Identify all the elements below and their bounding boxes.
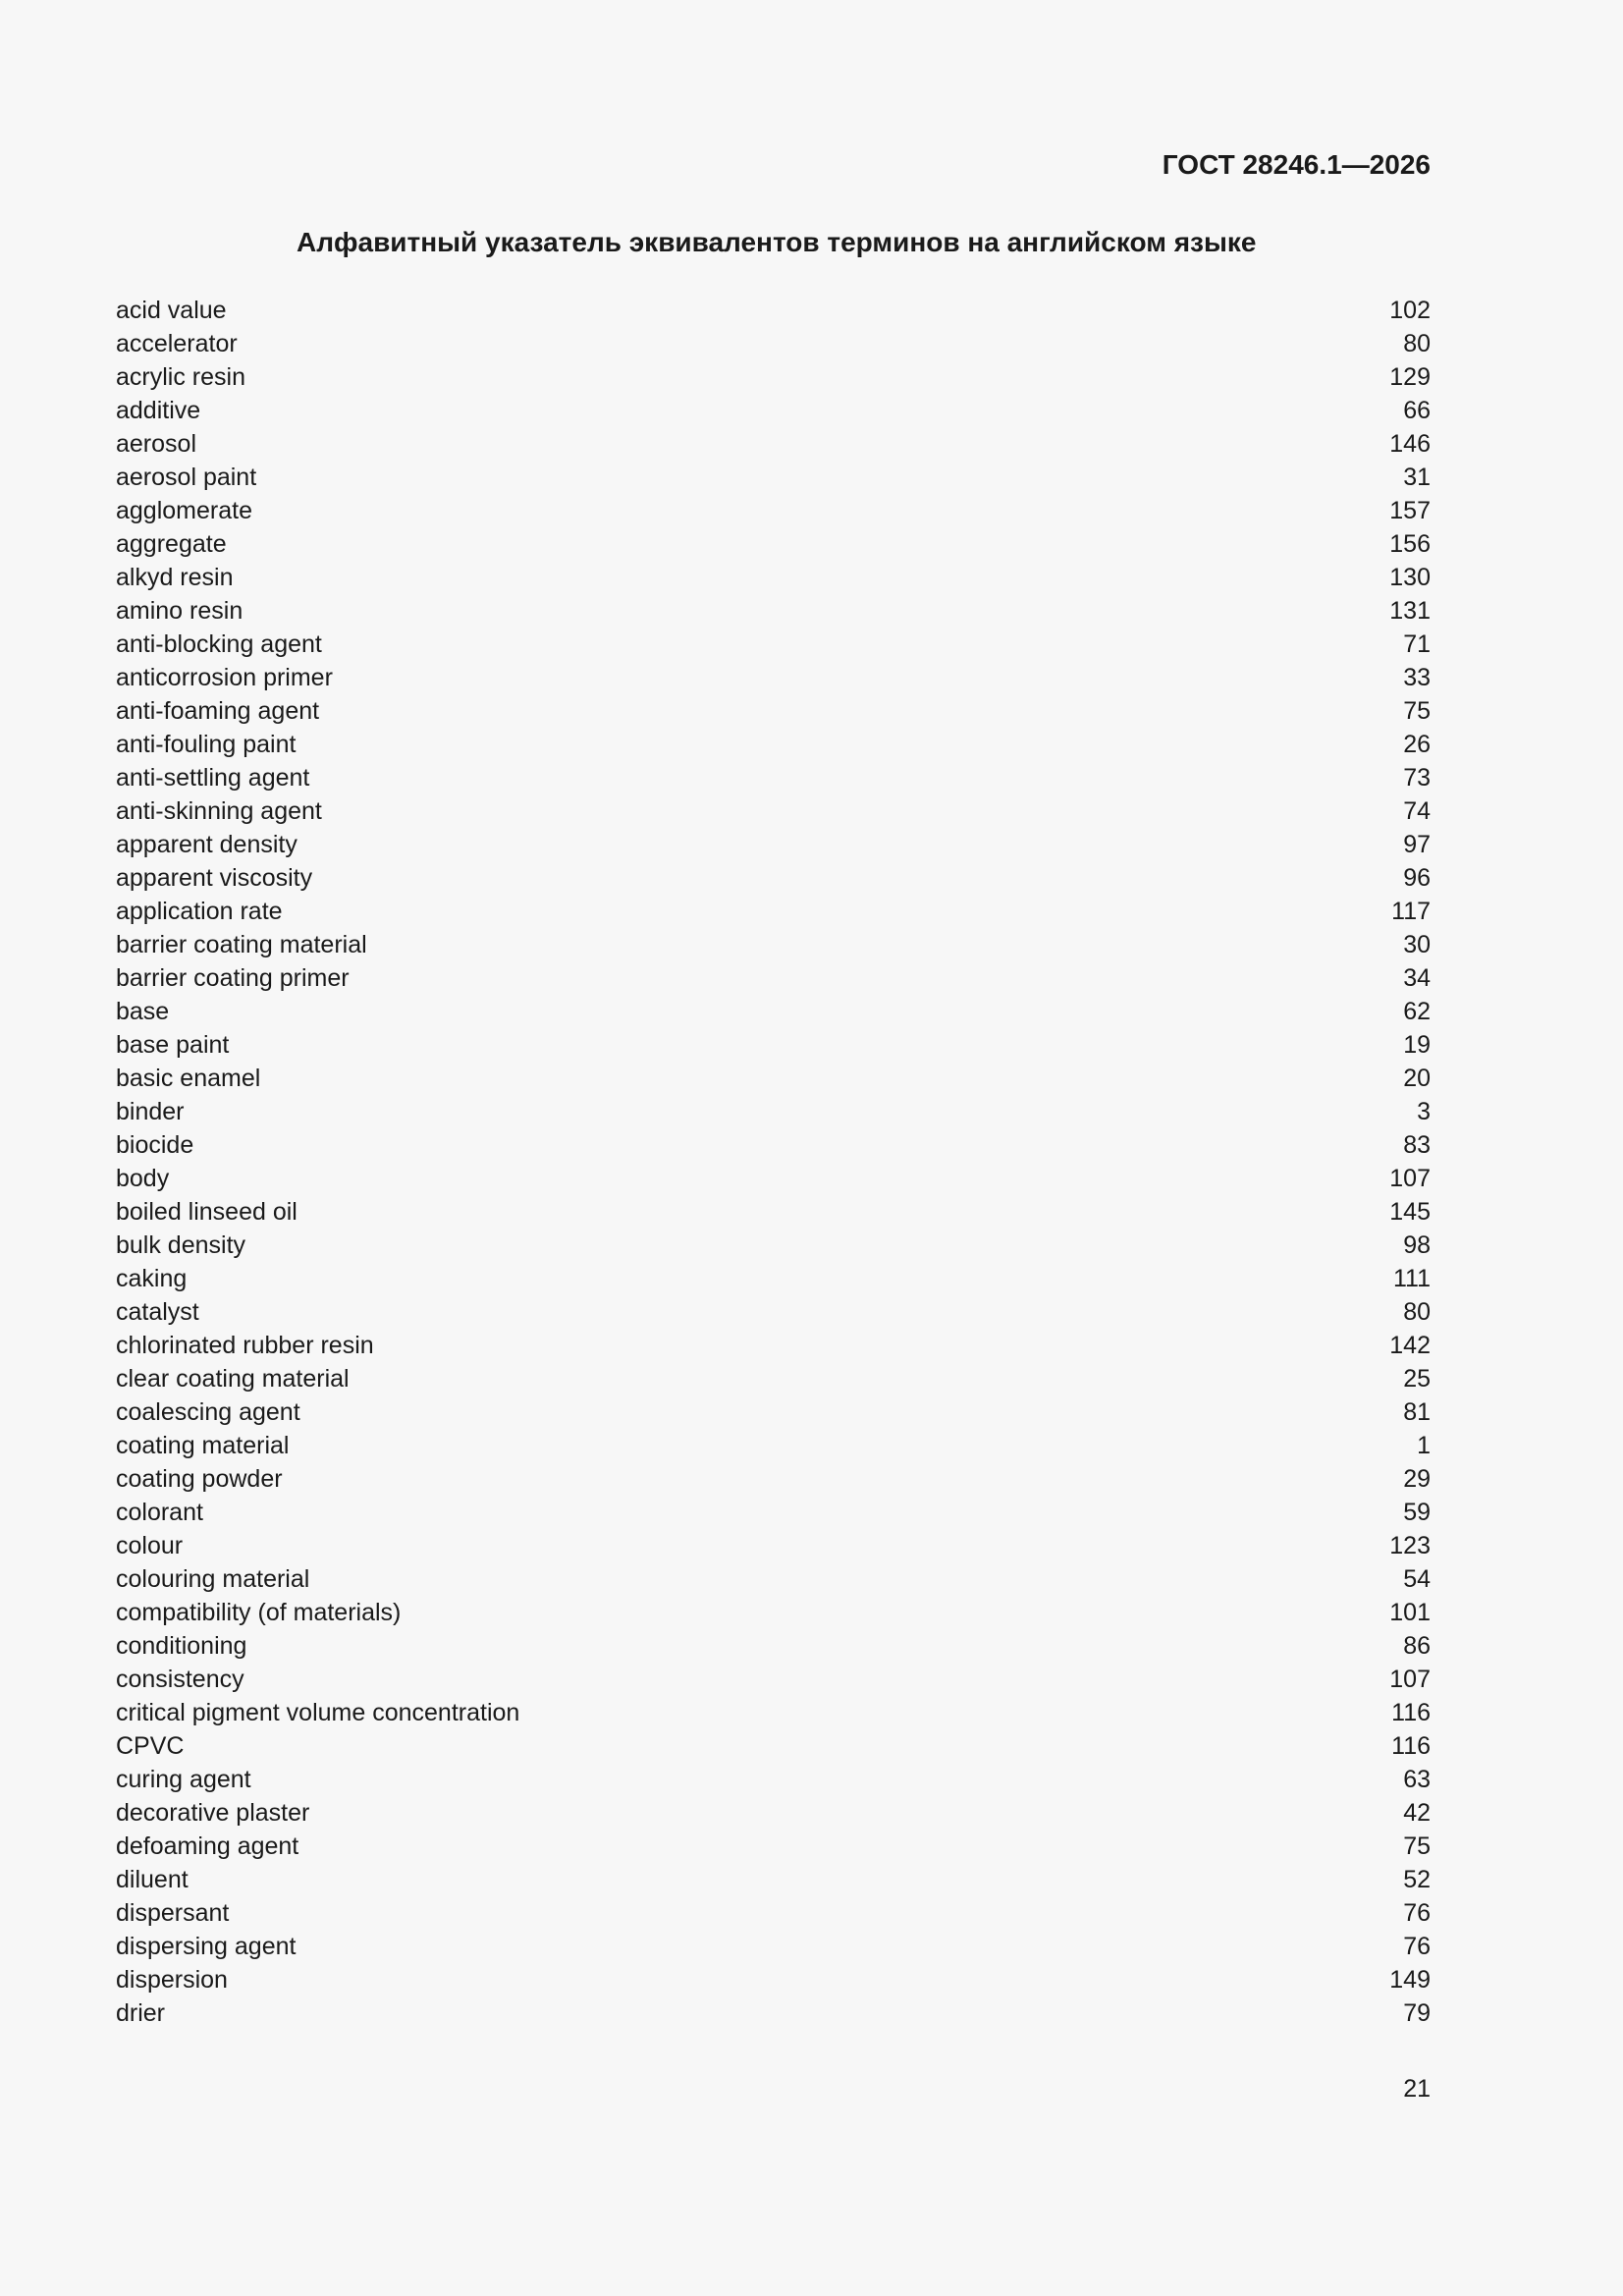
index-entry: [116, 1195, 1431, 1229]
index-term-number: 20: [1403, 1065, 1431, 1092]
index-term-number: 76: [1403, 1933, 1431, 1960]
index-entry: [116, 728, 1431, 761]
index-term: CPVC: [116, 1732, 185, 1760]
index-term-number: 79: [1403, 1999, 1431, 2027]
index-term: accelerator: [116, 330, 238, 357]
index-term-number: 19: [1403, 1031, 1431, 1059]
index-entry: [116, 1996, 1431, 2030]
index-entry: [116, 1763, 1431, 1796]
index-entry: [116, 995, 1431, 1028]
index-term-number: 129: [1389, 363, 1431, 391]
index-term-number: 86: [1403, 1632, 1431, 1660]
index-term-number: 131: [1389, 597, 1431, 625]
index-entry: [116, 1062, 1431, 1095]
index-entry: [116, 594, 1431, 628]
index-term: aerosol paint: [116, 464, 257, 491]
index-term: boiled linseed oil: [116, 1198, 298, 1226]
index-term-number: 26: [1403, 731, 1431, 758]
index-term-number: 75: [1403, 1832, 1431, 1860]
index-term-number: 62: [1403, 998, 1431, 1025]
index-term-number: 107: [1389, 1165, 1431, 1192]
index-term: basic enamel: [116, 1065, 261, 1092]
index-term: colorant: [116, 1499, 203, 1526]
index-entry: [116, 561, 1431, 594]
index-term-number: 83: [1403, 1131, 1431, 1159]
index-term-number: 54: [1403, 1565, 1431, 1593]
index-term-number: 149: [1389, 1966, 1431, 1994]
index-term: apparent density: [116, 831, 298, 858]
index-term-number: 1: [1417, 1432, 1431, 1459]
index-term: coalescing agent: [116, 1398, 300, 1426]
index-entry: [116, 1562, 1431, 1596]
index-entry: [116, 1028, 1431, 1062]
index-list: [116, 294, 1431, 2030]
index-term-number: 123: [1389, 1532, 1431, 1559]
index-entry: [116, 1896, 1431, 1930]
index-entry: [116, 527, 1431, 561]
document-code: ГОСТ 28246.1—2026: [1162, 149, 1431, 180]
index-term: agglomerate: [116, 497, 252, 524]
index-term-number: 116: [1391, 1732, 1431, 1760]
index-term: clear coating material: [116, 1365, 350, 1393]
index-term: decorative plaster: [116, 1799, 310, 1827]
index-term: defoaming agent: [116, 1832, 299, 1860]
index-term: biocide: [116, 1131, 194, 1159]
index-entry: [116, 1329, 1431, 1362]
index-term-number: 59: [1403, 1499, 1431, 1526]
index-entry: [116, 394, 1431, 427]
index-term: anticorrosion primer: [116, 664, 333, 691]
index-entry: [116, 1095, 1431, 1128]
index-term: compatibility (of materials): [116, 1599, 402, 1626]
index-entry: [116, 1362, 1431, 1395]
index-entry: [116, 1596, 1431, 1629]
index-term-number: 97: [1403, 831, 1431, 858]
index-term: dispersant: [116, 1899, 230, 1927]
index-term: base: [116, 998, 170, 1025]
index-term-number: 80: [1403, 330, 1431, 357]
index-entry: [116, 861, 1431, 895]
index-term-number: 52: [1403, 1866, 1431, 1893]
index-term-number: 42: [1403, 1799, 1431, 1827]
index-term: caking: [116, 1265, 188, 1292]
index-entry: [116, 1930, 1431, 1963]
index-term-number: 98: [1403, 1231, 1431, 1259]
index-entry: [116, 461, 1431, 494]
index-term: coating powder: [116, 1465, 283, 1493]
index-entry: [116, 1963, 1431, 1996]
index-title: Алфавитный указатель эквивалентов терминов на английском языке: [297, 227, 1257, 257]
index-term-number: 31: [1403, 464, 1431, 491]
index-term: apparent viscosity: [116, 864, 313, 892]
index-term-number: 66: [1403, 397, 1431, 424]
index-entry: [116, 1830, 1431, 1863]
index-term-number: 145: [1389, 1198, 1431, 1226]
index-entry: [116, 1262, 1431, 1295]
index-term: drier: [116, 1999, 166, 2027]
index-term: alkyd resin: [116, 564, 234, 591]
index-term: catalyst: [116, 1298, 199, 1326]
index-term: aerosol: [116, 430, 196, 458]
index-term: anti-fouling paint: [116, 731, 297, 758]
index-entry: [116, 1863, 1431, 1896]
index-term-number: 116: [1391, 1699, 1431, 1726]
index-entry: [116, 1729, 1431, 1763]
index-term: coating material: [116, 1432, 290, 1459]
index-entry: [116, 1663, 1431, 1696]
index-term: acrylic resin: [116, 363, 245, 391]
index-entry: [116, 761, 1431, 794]
index-term-number: 75: [1403, 697, 1431, 725]
index-term: base paint: [116, 1031, 230, 1059]
index-entry: [116, 895, 1431, 928]
index-term: curing agent: [116, 1766, 251, 1793]
index-term-number: 71: [1403, 630, 1431, 658]
index-entry: [116, 1796, 1431, 1830]
index-term-number: 25: [1403, 1365, 1431, 1393]
index-term-number: 102: [1389, 297, 1431, 324]
index-term-number: 63: [1403, 1766, 1431, 1793]
index-term-number: 81: [1403, 1398, 1431, 1426]
index-term: critical pigment volume concentration: [116, 1699, 520, 1726]
index-term-number: 156: [1389, 530, 1431, 558]
index-entry: [116, 1229, 1431, 1262]
index-entry: [116, 327, 1431, 360]
index-term-number: 73: [1403, 764, 1431, 792]
index-term: anti-settling agent: [116, 764, 310, 792]
index-entry: [116, 694, 1431, 728]
index-term: chlorinated rubber resin: [116, 1332, 374, 1359]
index-entry: [116, 628, 1431, 661]
index-entry: [116, 1529, 1431, 1562]
index-entry: [116, 1295, 1431, 1329]
index-term: anti-skinning agent: [116, 797, 322, 825]
index-term-number: 157: [1389, 497, 1431, 524]
index-term: barrier coating primer: [116, 964, 350, 992]
index-term: additive: [116, 397, 201, 424]
index-term-number: 76: [1403, 1899, 1431, 1927]
index-term: bulk density: [116, 1231, 246, 1259]
index-entry: [116, 1395, 1431, 1429]
index-term-number: 80: [1403, 1298, 1431, 1326]
index-term-number: 34: [1403, 964, 1431, 992]
index-entry: [116, 928, 1431, 961]
index-term: dispersing agent: [116, 1933, 297, 1960]
index-term-number: 111: [1392, 1265, 1431, 1292]
index-term: aggregate: [116, 530, 227, 558]
index-entry: [116, 494, 1431, 527]
index-entry: [116, 360, 1431, 394]
index-term: barrier coating material: [116, 931, 367, 958]
index-entry: [116, 961, 1431, 995]
index-entry: [116, 794, 1431, 828]
index-term-number: 146: [1389, 430, 1431, 458]
index-term-number: 101: [1389, 1599, 1431, 1626]
index-entry: [116, 1496, 1431, 1529]
index-term: body: [116, 1165, 170, 1192]
index-term-number: 3: [1417, 1098, 1431, 1125]
page-number: 21: [1403, 2075, 1431, 2103]
index-term-number: 29: [1403, 1465, 1431, 1493]
index-term: diluent: [116, 1866, 189, 1893]
index-term-number: 33: [1403, 664, 1431, 691]
index-entry: [116, 828, 1431, 861]
index-term: colouring material: [116, 1565, 310, 1593]
index-term: conditioning: [116, 1632, 247, 1660]
index-term: binder: [116, 1098, 185, 1125]
index-term-number: 117: [1391, 898, 1431, 925]
index-entry: [116, 1429, 1431, 1462]
index-term: anti-blocking agent: [116, 630, 322, 658]
index-term-number: 30: [1403, 931, 1431, 958]
index-entry: [116, 427, 1431, 461]
index-term-number: 74: [1403, 797, 1431, 825]
index-term-number: 142: [1389, 1332, 1431, 1359]
index-term-number: 130: [1389, 564, 1431, 591]
index-term: acid value: [116, 297, 227, 324]
index-entry: [116, 661, 1431, 694]
index-term: amino resin: [116, 597, 243, 625]
index-term-number: 107: [1389, 1666, 1431, 1693]
index-term: anti-foaming agent: [116, 697, 320, 725]
index-entry: [116, 1128, 1431, 1162]
index-entry: [116, 294, 1431, 327]
index-entry: [116, 1162, 1431, 1195]
index-term: application rate: [116, 898, 283, 925]
index-entry: [116, 1696, 1431, 1729]
index-entry: [116, 1629, 1431, 1663]
index-entry: [116, 1462, 1431, 1496]
index-term: consistency: [116, 1666, 244, 1693]
index-term-number: 96: [1403, 864, 1431, 892]
index-term: dispersion: [116, 1966, 228, 1994]
index-term: colour: [116, 1532, 184, 1559]
